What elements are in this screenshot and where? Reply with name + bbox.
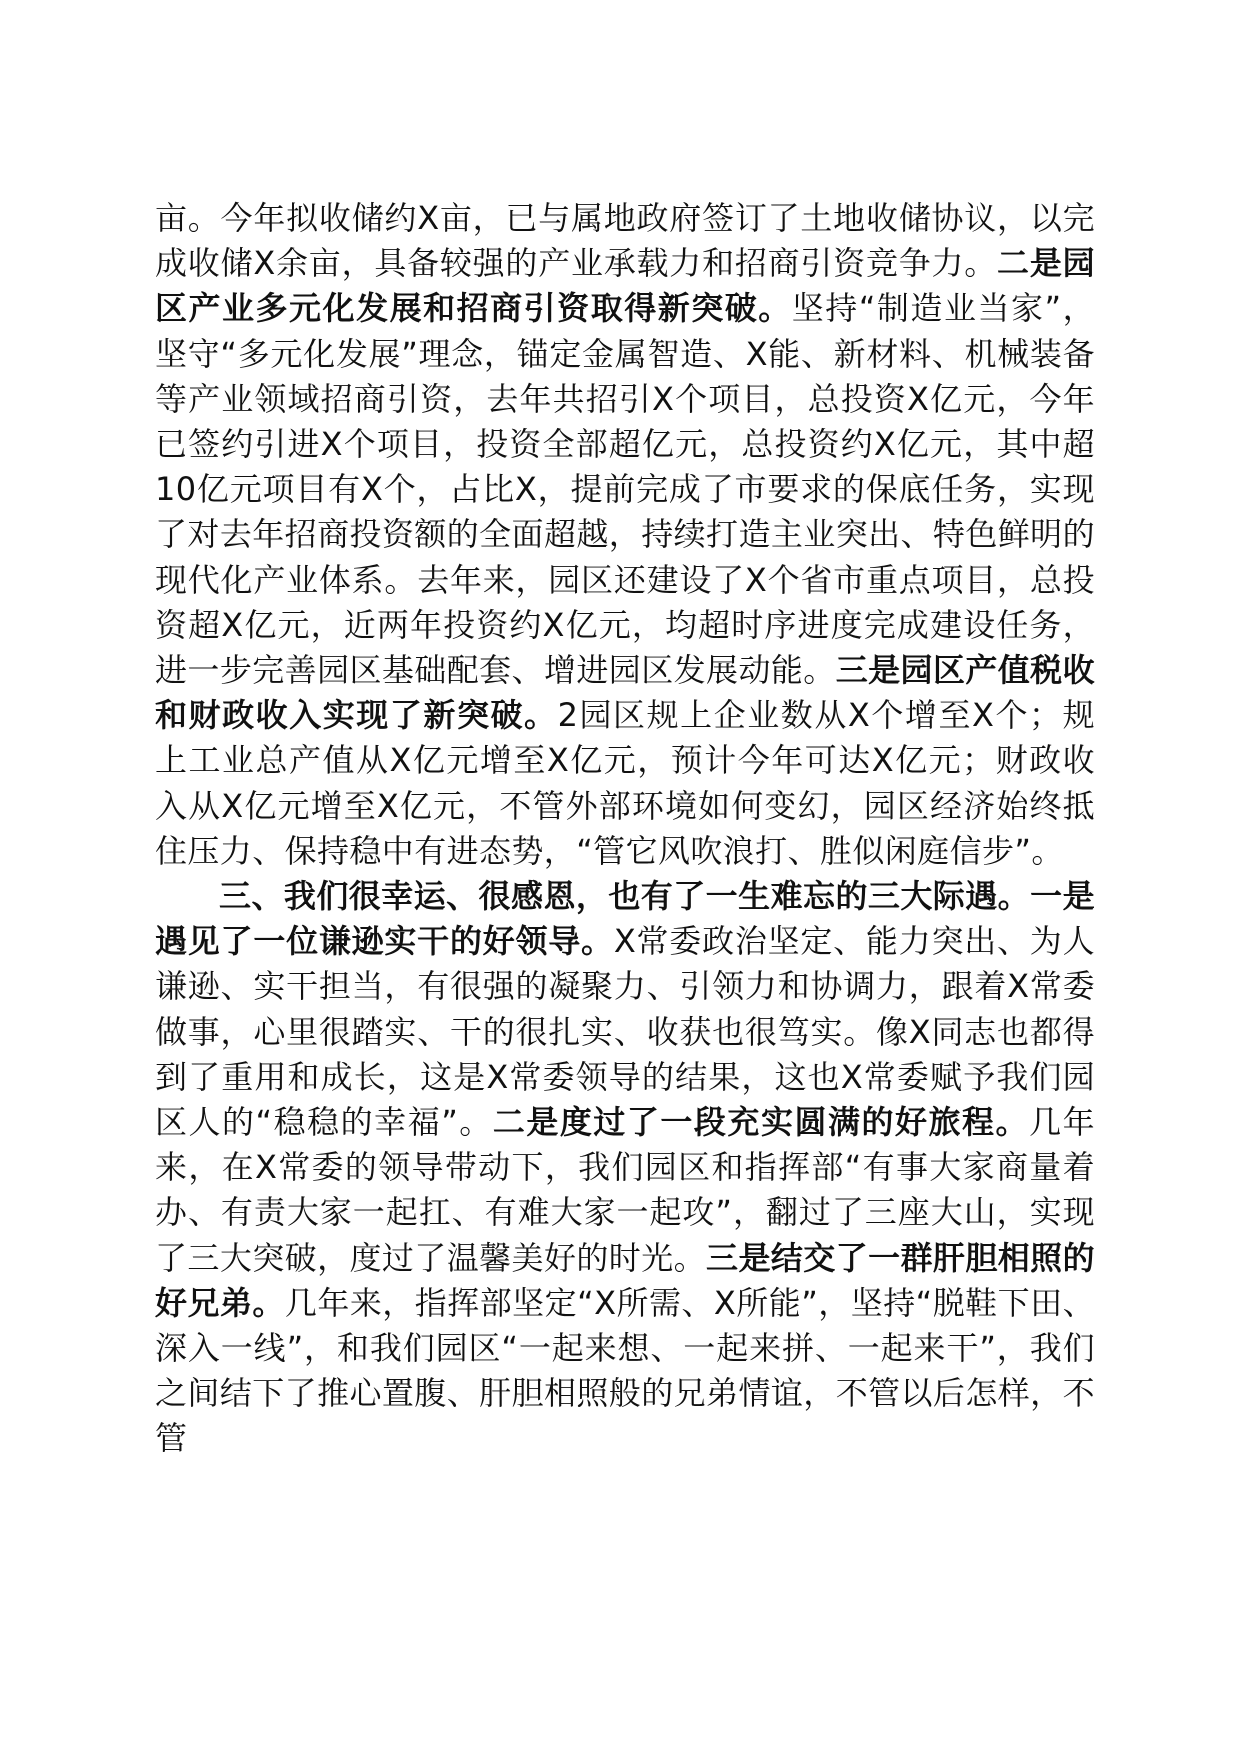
- p1-text-3: 2园区规上企业数从X个增至X个；规上工业总产值从X亿元增至X亿元，预计今年可达X亿元；财政收入从X亿元增至X亿元，不管外部环境如何变幻，园区经济始终抵住压力、保持稳中有进态势，“管它风吹浪打、胜似闲庭信步”。: [155, 696, 1095, 870]
- p1-text-2: 坚持“制造业当家”，坚守“多元化发展”理念，锚定金属智造、X能、新材料、机械装备等产业领域招商引资，去年共招引X个项目，总投资X亿元，今年已签约引进X个项目，投资全部超亿元，总投资约X亿元，其中超10亿元项目有X个，占比X，提前完成了市要求的保底任务，实现了对去年招商投资额的全面超越，持续打造主业突出、特色鲜明的现代化产业体系。去年来，园区还建设了X个省市重点项目，总投资超X亿元，近两年投资约X亿元，均超时序进度完成建设任务，进一步完善园区基础配套、增进园区发展动能。: [155, 289, 1095, 690]
- document-body: [155, 196, 1095, 1462]
- paragraph-2: [155, 874, 1095, 1462]
- p1-bold-2: 三是园区产值税收和财政收入实现了新突破。: [155, 651, 1096, 735]
- p2-text-2: 几年来，在X常委的领导带动下，我们园区和指挥部“有事大家商量着办、有责大家一起扛、有难大家一起攻”，翻过了三座大山，实现了三大突破，度过了温馨美好的时光。: [155, 1103, 1095, 1277]
- p2-bold-1: 一是遇见了一位谦逊实干的好领导。: [155, 877, 1095, 961]
- p2-text-3: 几年来，指挥部坚定“X所需、X所能”，坚持“脱鞋下田、深入一线”，和我们园区“一起来想、一起来拼、一起来干”，我们之间结下了推心置腹、肝胆相照般的兄弟情谊，不管以后怎样，不管: [155, 1283, 1095, 1458]
- p2-text-1: X常委政治坚定、能力突出、为人谦逊、实干担当，有很强的凝聚力、引领力和协调力，跟着X常委做事，心里很踏实、干的很扎实、收获也很笃实。像X同志也都得到了重用和成长，这是X常委领导的结果，这也X常委赋予我们园区人的“稳稳的幸福”。: [155, 922, 1095, 1142]
- p1-text-1: 亩。今年拟收储约X亩，已与属地政府签订了土地收储协议，以完成收储X余亩，具备较强的产业承载力和招商引资竞争力。: [155, 199, 1095, 283]
- p2-bold-3: 三是结交了一群肝胆相照的好兄弟。: [155, 1238, 1095, 1322]
- paragraph-1: [155, 196, 1095, 874]
- p2-bold-2: 二是度过了一段充实圆满的好旅程。: [492, 1103, 1030, 1142]
- p2-bold-heading: 三、我们很幸运、很感恩，也有了一生难忘的三大际遇。: [219, 877, 1031, 916]
- p1-bold-1: 二是园区产业多元化发展和招商引资取得新突破。: [155, 244, 1095, 328]
